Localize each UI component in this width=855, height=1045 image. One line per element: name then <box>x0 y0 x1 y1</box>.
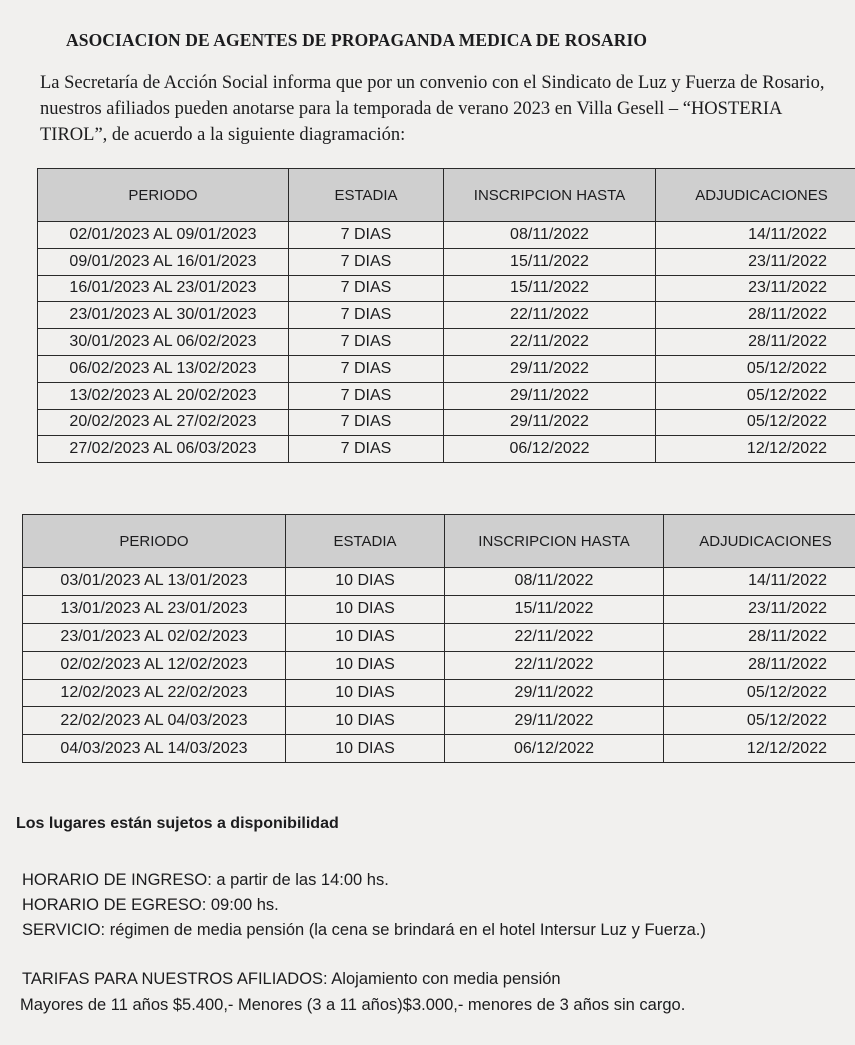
table-header-row <box>23 515 855 568</box>
cell-inscripcion: 15/11/2022 <box>444 275 656 302</box>
cell-inscripcion: 08/11/2022 <box>445 568 664 596</box>
rates-detail: Mayores de 11 años $5.400,- Menores (3 a 11 años)$3.000,- menores de 3 años sin cargo. <box>20 996 686 1014</box>
cell-adjudicaciones: 28/11/2022 <box>656 302 855 329</box>
table-row <box>23 651 855 679</box>
table-row <box>23 623 855 651</box>
cell-estadia: 10 DIAS <box>286 707 445 735</box>
table-row <box>38 409 855 436</box>
cell-inscripcion: 08/11/2022 <box>444 222 656 249</box>
cell-inscripcion: 06/12/2022 <box>444 436 656 463</box>
cell-periodo: 13/01/2023 AL 23/01/2023 <box>23 595 286 623</box>
cell-inscripcion: 29/11/2022 <box>444 355 656 382</box>
cell-estadia: 7 DIAS <box>289 248 444 275</box>
schedule-table-7-days <box>37 168 855 463</box>
cell-adjudicaciones: 05/12/2022 <box>656 382 855 409</box>
service-info: SERVICIO: régimen de media pensión (la cena se brindará en el hotel Intersur Luz y Fuerza.) <box>22 921 706 939</box>
schedule-table-10-days <box>22 514 855 763</box>
cell-adjudicaciones: 23/11/2022 <box>656 248 855 275</box>
column-header-inscripcion: INSCRIPCION HASTA <box>445 515 664 568</box>
table-row <box>38 382 855 409</box>
cell-adjudicaciones: 14/11/2022 <box>656 222 855 249</box>
cell-inscripcion: 22/11/2022 <box>444 302 656 329</box>
check-out-time: HORARIO DE EGRESO: 09:00 hs. <box>22 896 279 914</box>
table-row <box>23 568 855 596</box>
cell-periodo: 03/01/2023 AL 13/01/2023 <box>23 568 286 596</box>
table-row <box>38 248 855 275</box>
table-row <box>23 735 855 763</box>
column-header-adjudicaciones: ADJUDICACIONES <box>656 169 855 222</box>
cell-inscripcion: 22/11/2022 <box>444 329 656 356</box>
column-header-adjudicaciones: ADJUDICACIONES <box>664 515 855 568</box>
check-in-time: HORARIO DE INGRESO: a partir de las 14:00 hs. <box>22 871 389 889</box>
cell-inscripcion: 06/12/2022 <box>445 735 664 763</box>
cell-adjudicaciones: 28/11/2022 <box>664 651 855 679</box>
cell-inscripcion: 29/11/2022 <box>445 679 664 707</box>
table-row <box>38 302 855 329</box>
cell-periodo: 06/02/2023 AL 13/02/2023 <box>38 355 289 382</box>
table-row <box>23 595 855 623</box>
cell-inscripcion: 29/11/2022 <box>444 382 656 409</box>
table-row <box>23 707 855 735</box>
cell-periodo: 30/01/2023 AL 06/02/2023 <box>38 329 289 356</box>
cell-adjudicaciones: 05/12/2022 <box>656 355 855 382</box>
cell-periodo: 02/01/2023 AL 09/01/2023 <box>38 222 289 249</box>
cell-adjudicaciones: 12/12/2022 <box>664 735 855 763</box>
table-row <box>38 222 855 249</box>
rates-title: TARIFAS PARA NUESTROS AFILIADOS: Alojamiento con media pensión <box>22 970 561 988</box>
column-header-periodo: PERIODO <box>23 515 286 568</box>
cell-periodo: 27/02/2023 AL 06/03/2023 <box>38 436 289 463</box>
cell-periodo: 02/02/2023 AL 12/02/2023 <box>23 651 286 679</box>
cell-adjudicaciones: 23/11/2022 <box>656 275 855 302</box>
cell-estadia: 10 DIAS <box>286 623 445 651</box>
cell-estadia: 7 DIAS <box>289 355 444 382</box>
cell-estadia: 10 DIAS <box>286 679 445 707</box>
table-row <box>23 679 855 707</box>
cell-estadia: 7 DIAS <box>289 275 444 302</box>
cell-periodo: 13/02/2023 AL 20/02/2023 <box>38 382 289 409</box>
cell-estadia: 7 DIAS <box>289 436 444 463</box>
cell-estadia: 10 DIAS <box>286 735 445 763</box>
cell-periodo: 09/01/2023 AL 16/01/2023 <box>38 248 289 275</box>
table-header-row <box>38 169 855 222</box>
column-header-inscripcion: INSCRIPCION HASTA <box>444 169 656 222</box>
cell-estadia: 10 DIAS <box>286 568 445 596</box>
cell-adjudicaciones: 05/12/2022 <box>656 409 855 436</box>
cell-periodo: 12/02/2023 AL 22/02/2023 <box>23 679 286 707</box>
cell-estadia: 7 DIAS <box>289 329 444 356</box>
table-row <box>38 275 855 302</box>
cell-estadia: 7 DIAS <box>289 382 444 409</box>
table-row <box>38 355 855 382</box>
cell-adjudicaciones: 28/11/2022 <box>664 623 855 651</box>
cell-inscripcion: 22/11/2022 <box>445 623 664 651</box>
cell-estadia: 7 DIAS <box>289 409 444 436</box>
cell-estadia: 7 DIAS <box>289 302 444 329</box>
cell-estadia: 7 DIAS <box>289 222 444 249</box>
column-header-periodo: PERIODO <box>38 169 289 222</box>
cell-estadia: 10 DIAS <box>286 595 445 623</box>
cell-inscripcion: 15/11/2022 <box>445 595 664 623</box>
document-title: ASOCIACION DE AGENTES DE PROPAGANDA MEDICA DE ROSARIO <box>66 30 648 50</box>
cell-inscripcion: 22/11/2022 <box>445 651 664 679</box>
table-row <box>38 436 855 463</box>
cell-periodo: 23/01/2023 AL 02/02/2023 <box>23 623 286 651</box>
cell-adjudicaciones: 28/11/2022 <box>656 329 855 356</box>
cell-periodo: 04/03/2023 AL 14/03/2023 <box>23 735 286 763</box>
cell-adjudicaciones: 23/11/2022 <box>664 595 855 623</box>
cell-periodo: 20/02/2023 AL 27/02/2023 <box>38 409 289 436</box>
cell-inscripcion: 15/11/2022 <box>444 248 656 275</box>
cell-inscripcion: 29/11/2022 <box>445 707 664 735</box>
column-header-estadia: ESTADIA <box>289 169 444 222</box>
availability-note: Los lugares están sujetos a disponibilidad <box>16 815 339 832</box>
cell-adjudicaciones: 14/11/2022 <box>664 568 855 596</box>
cell-periodo: 22/02/2023 AL 04/03/2023 <box>23 707 286 735</box>
column-header-estadia: ESTADIA <box>286 515 445 568</box>
cell-adjudicaciones: 05/12/2022 <box>664 679 855 707</box>
cell-adjudicaciones: 05/12/2022 <box>664 707 855 735</box>
cell-periodo: 23/01/2023 AL 30/01/2023 <box>38 302 289 329</box>
intro-paragraph: La Secretaría de Acción Social informa que por un convenio con el Sindicato de Luz y Fuerza de Rosario, nuestros afiliados pueden anotarse para la temporada de verano 2023 en Villa Gesell – “HOSTERIA TIROL”, de acuerdo a la siguiente diagramación: <box>40 73 825 145</box>
cell-periodo: 16/01/2023 AL 23/01/2023 <box>38 275 289 302</box>
cell-adjudicaciones: 12/12/2022 <box>656 436 855 463</box>
cell-inscripcion: 29/11/2022 <box>444 409 656 436</box>
table-row <box>38 329 855 356</box>
cell-estadia: 10 DIAS <box>286 651 445 679</box>
